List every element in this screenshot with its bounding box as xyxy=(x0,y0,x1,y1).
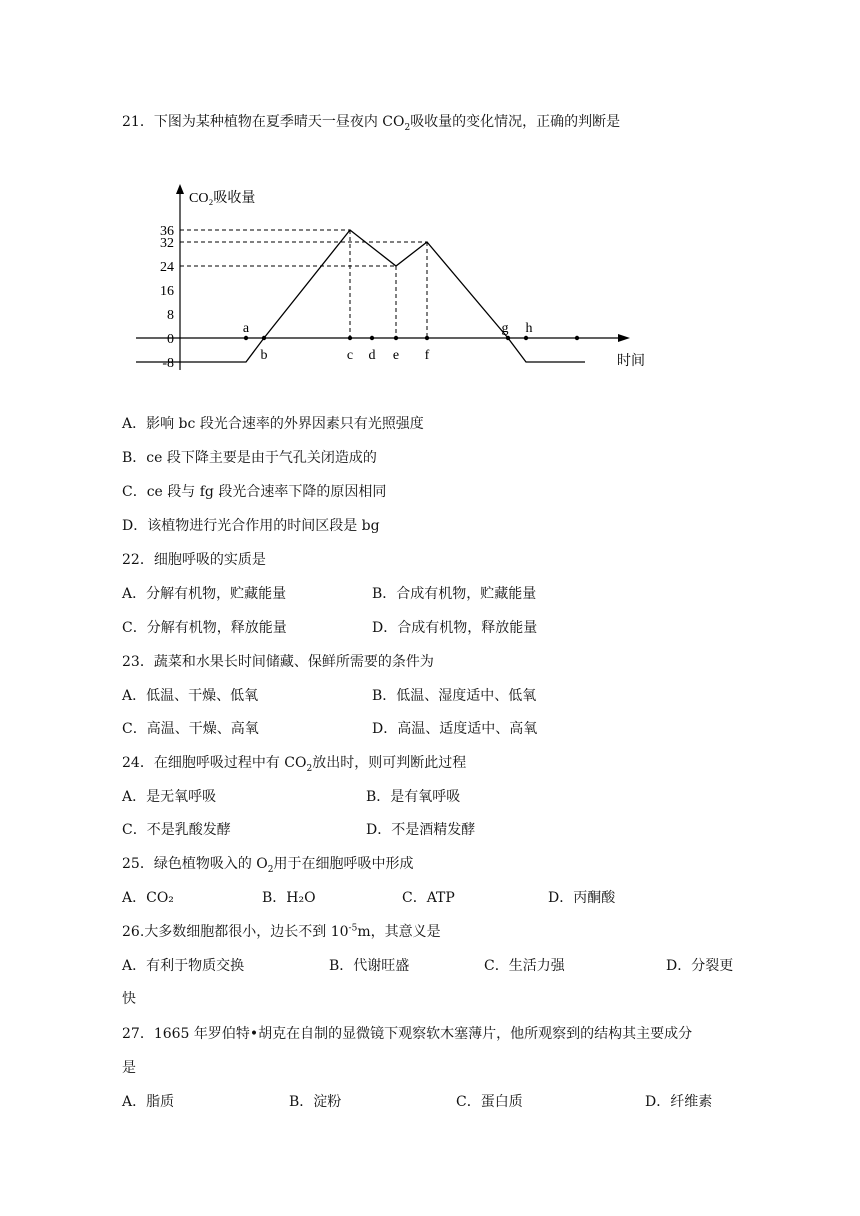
point-label-b: b xyxy=(260,348,268,363)
q25-option-b: B．H₂O xyxy=(262,890,316,906)
q23-option-a: A．低温、干燥、低氧 xyxy=(122,688,259,704)
y-tick-label: 8 xyxy=(167,308,174,323)
q27-option-a: A．脂质 xyxy=(122,1094,175,1110)
point-marker-g xyxy=(506,336,510,340)
point-label-d: d xyxy=(368,348,376,363)
q22-option-d: D．合成有机物，释放能量 xyxy=(372,620,538,636)
point-marker-h xyxy=(524,336,528,340)
q23-option-c: C．高温、干燥、高氧 xyxy=(122,721,259,737)
q23-option-d: D．高温、适度适中、高氧 xyxy=(372,721,538,737)
q27-option-b: B．淀粉 xyxy=(289,1094,342,1110)
q24-option-c: C．不是乳酸发酵 xyxy=(122,822,231,838)
q26-stem: 26.大多数细胞都很小，边长不到 $10^{-5}m$，其意义是 xyxy=(122,923,441,940)
q26-option-a: A．有利于物质交换 xyxy=(122,958,245,974)
y-tick-label: 0 xyxy=(167,332,174,347)
q25-stem: 25．绿色植物吸入的 $O_2$用于在细胞呼吸中形成 xyxy=(122,856,414,875)
co2-series-line xyxy=(136,230,585,362)
q25-option-a: A．CO₂ xyxy=(122,890,174,906)
q21-stem: 21．下图为某种植物在夏季晴天一昼夜内 $CO_2$吸收量的变化情况，正确的判断是 xyxy=(122,114,621,133)
q26-option-d-wrap: 快 xyxy=(122,991,136,1007)
q26-option-d: D．分裂更 xyxy=(666,958,734,974)
point-label-h: h xyxy=(525,321,533,336)
q22-stem: 22．细胞呼吸的实质是 xyxy=(122,552,266,568)
point-marker-d xyxy=(370,336,374,340)
q21-option-d: D．该植物进行光合作用的时间区段是 bg xyxy=(122,518,380,534)
point-label-c: c xyxy=(346,348,354,363)
y-axis-label: CO₂吸收量 xyxy=(189,191,256,206)
y-tick-label: 16 xyxy=(160,284,174,299)
q26-option-b: B．代谢旺盛 xyxy=(329,958,410,974)
y-tick-label: 32 xyxy=(160,236,174,251)
point-marker-f xyxy=(425,336,429,340)
q24-stem: 24．在细胞呼吸过程中有 $CO_2$放出时，则可判断此过程 xyxy=(122,755,467,774)
q22-option-b: B．合成有机物，贮藏能量 xyxy=(372,586,537,602)
q27-option-c: C．蛋白质 xyxy=(456,1094,523,1110)
q27-option-d: D．纤维素 xyxy=(645,1094,713,1110)
y-tick-label: 24 xyxy=(160,260,174,275)
q25-option-c: C．ATP xyxy=(402,890,455,906)
point-marker-extra xyxy=(575,336,579,340)
y-axis-arrow-icon xyxy=(176,184,184,194)
q24-option-b: B．是有氧呼吸 xyxy=(366,789,461,805)
q23-stem: 23．蔬菜和水果长时间储藏、保鲜所需要的条件为 xyxy=(122,654,434,670)
q24-option-a: A．是无氧呼吸 xyxy=(122,789,217,805)
point-marker-a xyxy=(244,336,248,340)
q27-stem-wrap: 是 xyxy=(122,1060,136,1076)
point-label-a: a xyxy=(242,321,250,336)
q24-option-d: D．不是酒精发酵 xyxy=(366,822,476,838)
q26-option-c: C．生活力强 xyxy=(484,958,565,974)
q21-option-c: C．ce 段与 fg 段光合速率下降的原因相同 xyxy=(122,484,387,500)
point-label-g: g xyxy=(501,321,509,336)
q22-option-a: A．分解有机物，贮藏能量 xyxy=(122,586,287,602)
q27-stem: 27．1665 年罗伯特•胡克在自制的显微镜下观察软木塞薄片，他所观察到的结构其主要成分 xyxy=(122,1026,693,1042)
q22-option-c: C．分解有机物，释放能量 xyxy=(122,620,287,636)
q21-option-a: A．影响 bc 段光合速率的外界因素只有光照强度 xyxy=(122,416,424,432)
point-marker-b xyxy=(262,336,266,340)
point-label-e: e xyxy=(392,348,400,363)
co2-absorption-chart xyxy=(130,178,660,378)
x-axis-label: 时间 xyxy=(617,354,645,369)
point-label-f: f xyxy=(424,348,430,363)
point-marker-e xyxy=(394,336,398,340)
x-axis-arrow-icon xyxy=(618,334,630,342)
y-tick-label: 36 xyxy=(160,224,174,239)
point-marker-c xyxy=(348,336,352,340)
q23-option-b: B．低温、湿度适中、低氧 xyxy=(372,688,537,704)
q25-option-d: D．丙酮酸 xyxy=(548,890,616,906)
y-tick-label: -8 xyxy=(162,356,174,371)
q21-option-b: B．ce 段下降主要是由于气孔关闭造成的 xyxy=(122,450,377,466)
